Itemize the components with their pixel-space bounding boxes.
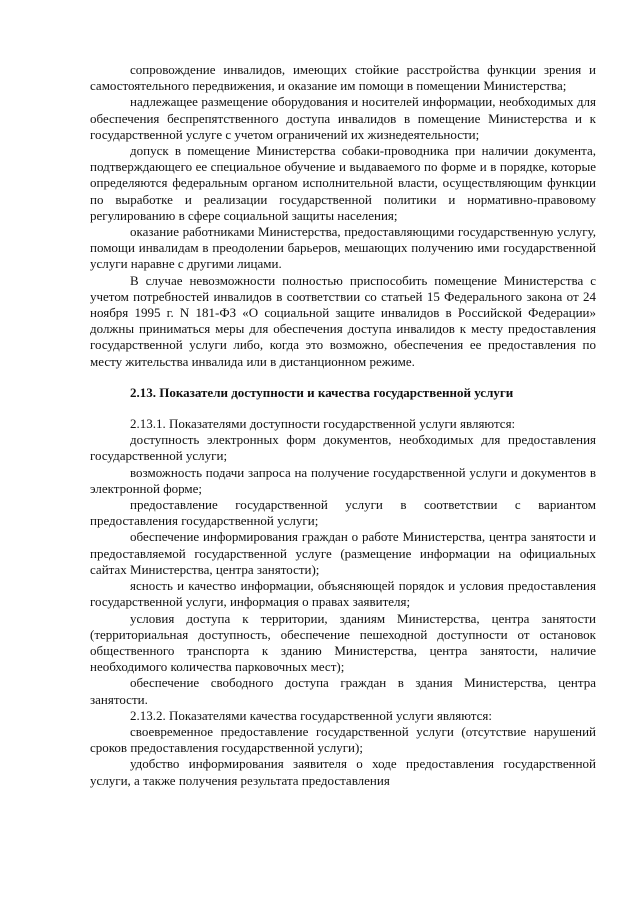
paragraph: сопровождение инвалидов, имеющих стойкие расстройства функции зрения и самостоятельного передвижения, и оказание им помощи в помещении Министерства; xyxy=(90,62,596,94)
paragraph: условия доступа к территории, зданиям Министерства, центра занятости (территориальная доступность, обеспечение пешеходной доступности от остановок общественного транспорта к зданию Министерства, центра занятости, наличие необходимого количества парковочных мест); xyxy=(90,610,596,675)
paragraph: надлежащее размещение оборудования и носителей информации, необходимых для обеспечения беспрепятственного доступа инвалидов в помещение Министерства и к государственной услуге с учетом ограничений их жизнедеятельности; xyxy=(90,94,596,142)
paragraph: В случае невозможности полностью приспособить помещение Министерства с учетом потребностей инвалидов в соответствии со статьей 15 Федерального закона от 24 ноября 1995 г. N 181-ФЗ «О социальной защите инвалидов в Российской Федерации» должны приниматься меры для обеспечения доступа инвалидов к месту предоставления государственной услуги либо, когда это возможно, обеспечения ее предоставления по месту жительства инвалида или в дистанционном режиме. xyxy=(90,272,596,369)
paragraph: удобство информирования заявителя о ходе предоставления государственной услуги, а также получения результата предоставления xyxy=(90,756,596,788)
paragraph: ясность и качество информации, объясняющей порядок и условия предоставления государственной услуги, информация о правах заявителя; xyxy=(90,578,596,610)
paragraph: допуск в помещение Министерства собаки-проводника при наличии документа, подтверждающего ее специальное обучение и выдаваемого по форме и в порядке, которые определяются федеральным органом исполнительной власти, осуществляющим функции по выработке и реализации государственной политики и нормативно-правовому регулированию в сфере социальной защиты населения; xyxy=(90,143,596,223)
paragraph: доступность электронных форм документов, необходимых для предоставления государственной услуги; xyxy=(90,432,596,464)
document-page xyxy=(90,62,596,789)
paragraph: своевременное предоставление государственной услуги (отсутствие нарушений сроков предоставления государственной услуги); xyxy=(90,723,596,756)
paragraph: 2.13.2. Показателями качества государственной услуги являются: xyxy=(130,707,492,723)
paragraph: оказание работниками Министерства, предоставляющими государственную услугу, помощи инвалидам в преодолении барьеров, мешающих получению ими государственной услуги наравне с другими лицами. xyxy=(90,224,596,272)
paragraph: возможность подачи запроса на получение государственной услуги и документов в электронной форме; xyxy=(90,464,596,496)
paragraph: обеспечение свободного доступа граждан в здания Министерства, центра занятости. xyxy=(90,675,596,707)
section-heading: 2.13. Показатели доступности и качества государственной услуги xyxy=(130,384,514,400)
paragraph: предоставление государственной услуги в соответствии с вариантом предоставления государственной услуги; xyxy=(90,497,596,529)
paragraph: 2.13.1. Показателями доступности государственной услуги являются: xyxy=(130,416,516,432)
paragraph: обеспечение информирования граждан о работе Министерства, центра занятости и предоставляемой государственной услуге (размещение информации на официальных сайтах Министерства, центра занятости); xyxy=(90,529,596,577)
